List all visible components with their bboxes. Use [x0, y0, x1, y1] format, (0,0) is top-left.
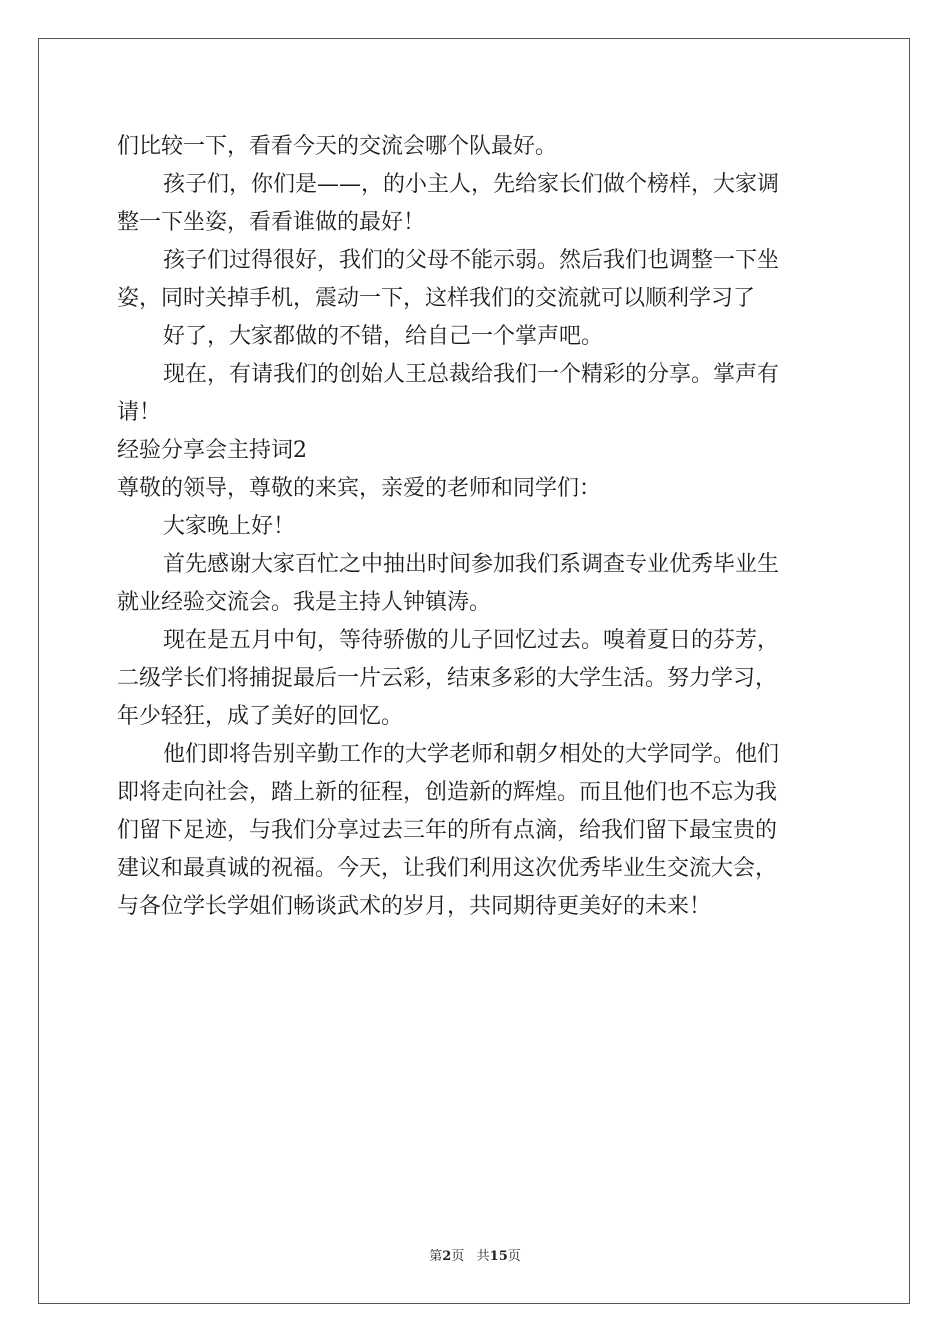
page-footer	[0, 1248, 950, 1266]
footer-prefix: 第	[429, 1249, 443, 1264]
paragraph	[117, 546, 833, 622]
text-line: 好了，大家都做的不错，给自己一个掌声吧。	[163, 324, 604, 349]
total-page-count: 15	[489, 1249, 508, 1264]
text-line: 年少轻狂，成了美好的回忆。	[117, 704, 404, 729]
paragraph	[117, 356, 833, 432]
paragraph	[117, 128, 833, 166]
text-line: 现在，有请我们的创始人王总裁给我们一个精彩的分享。掌声有	[163, 362, 780, 387]
text-line: 们留下足迹，与我们分享过去三年的所有点滴，给我们留下最宝贵的	[117, 818, 778, 843]
text-line: 孩子们过得很好，我们的父母不能示弱。然后我们也调整一下坐	[163, 248, 780, 273]
text-line: 姿，同时关掉手机，震动一下，这样我们的交流就可以顺利学习了	[117, 286, 756, 311]
paragraph	[117, 470, 833, 508]
text-line: 首先感谢大家百忙之中抽出时间参加我们系调查专业优秀毕业生	[163, 552, 780, 577]
paragraph	[117, 622, 833, 736]
text-line: 整一下坐姿，看看谁做的最好！	[117, 210, 426, 235]
text-line: 与各位学长学姐们畅谈武术的岁月，共同期待更美好的未来！	[117, 894, 712, 919]
text-line: 尊敬的领导，尊敬的来宾，亲爱的老师和同学们：	[117, 476, 602, 501]
text-line: 二级学长们将捕捉最后一片云彩，结束多彩的大学生活。努力学习，	[117, 666, 778, 691]
text-line: 即将走向社会，踏上新的征程，创造新的辉煌。而且他们也不忘为我	[117, 780, 778, 805]
text-line: 他们即将告别辛勤工作的大学老师和朝夕相处的大学同学。他们	[163, 742, 780, 767]
paragraph	[117, 166, 833, 242]
paragraph	[117, 508, 833, 546]
paragraph	[117, 736, 833, 926]
text-line: 大家晚上好！	[163, 514, 296, 539]
text-line: 就业经验交流会。我是主持人钟镇涛。	[117, 590, 492, 615]
paragraph	[117, 432, 833, 470]
text-line: 们比较一下，看看今天的交流会哪个队最好。	[117, 134, 558, 159]
footer-suffix: 页	[507, 1249, 521, 1264]
footer-mid: 页 共	[451, 1249, 490, 1264]
paragraph	[117, 242, 833, 318]
text-line: 孩子们，你们是——，的小主人，先给家长们做个榜样，大家调	[163, 172, 780, 197]
text-line: 现在是五月中旬，等待骄傲的儿子回忆过去。嗅着夏日的芬芳，	[163, 628, 780, 653]
text-line: 请！	[117, 400, 162, 425]
document-body	[117, 128, 833, 926]
text-line: 经验分享会主持词2	[117, 438, 307, 463]
paragraph	[117, 318, 833, 356]
text-line: 建议和最真诚的祝福。今天，让我们利用这次优秀毕业生交流大会，	[117, 856, 778, 881]
current-page-number: 2	[442, 1249, 452, 1264]
